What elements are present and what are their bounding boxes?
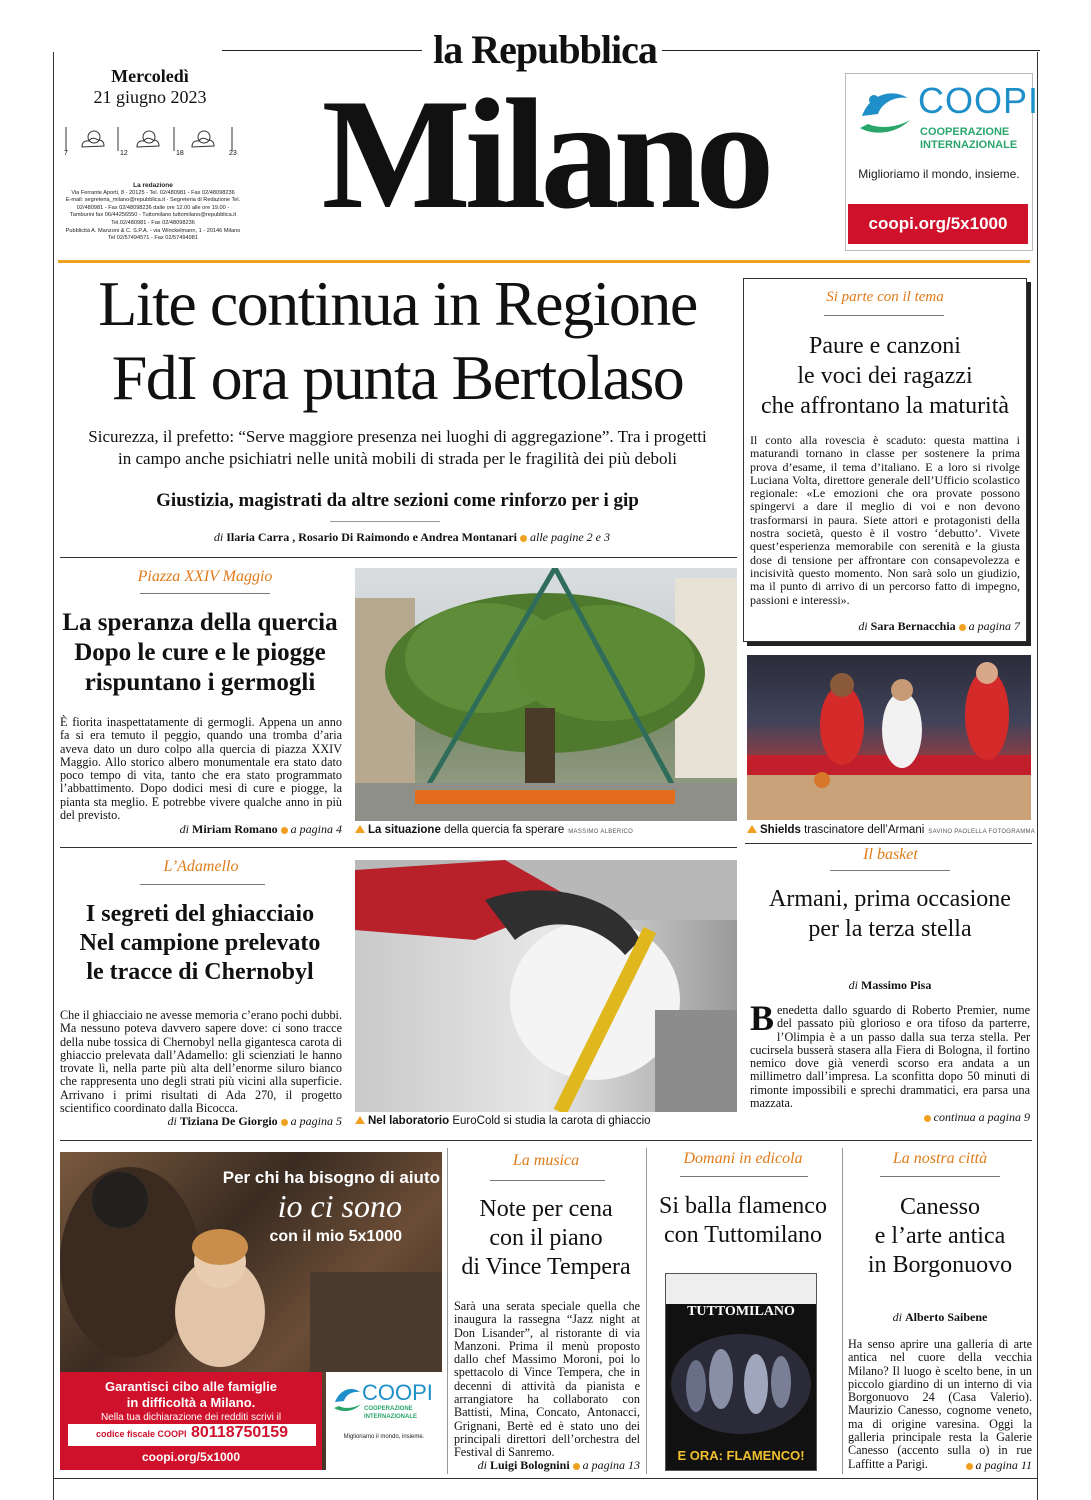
section-divider [745, 843, 1032, 844]
redazione-line: Tamburini fax 06/44256550 - Tuttomilano tuttomilano@repubblica.it [69, 212, 237, 219]
maturita-headline-3: che affrontano la maturità [760, 393, 1010, 419]
caption-triangle-icon [747, 825, 757, 833]
basket-headline-1: Armani, prima occasione [769, 886, 1011, 912]
coopi-line1: COOPERAZIONE [920, 126, 1010, 138]
maturita-page[interactable]: a pagina 7 [968, 619, 1020, 633]
citta-byline [846, 1310, 1034, 1325]
lead-subhead-1: Sicurezza, il prefetto: “Serve maggiore presenza nei luoghi di aggregazione”. Tra i progetti [88, 427, 707, 446]
column-rule [447, 1148, 448, 1474]
caption-triangle-icon [355, 825, 365, 833]
cover-title: TUTTOMILANO [666, 1304, 816, 1320]
basket-photo [747, 655, 1031, 820]
basket-continues-text: continua a pagina 9 [933, 1110, 1030, 1124]
basket-continues[interactable] [750, 1110, 1030, 1125]
orange-rule [58, 260, 1030, 263]
maturita-kicker: Si parte con il tema [826, 289, 944, 305]
ghiacciaio-headline-2: Nel campione prelevato [79, 930, 321, 956]
photo-credit: MASSIMO ALBERICO [568, 829, 634, 835]
ad-cta3: Nella tua dichiarazione dei redditi scrivi il [100, 1412, 282, 1423]
musica-byline [440, 1458, 640, 1473]
maturita-headline-1: Paure e canzoni [809, 333, 961, 359]
redazione-line: Tel 02/57494571 - Fax 02/57494981 [108, 235, 198, 242]
citta-headline-2: e l’arte antica [874, 1223, 1006, 1249]
lead-authors: Ilaria Carra , Rosario Di Raimondo e Andrea Montanari [226, 530, 518, 544]
weather-strip [62, 125, 242, 160]
basket-headline-2: per la terza stella [808, 916, 972, 942]
maturita-box [743, 278, 1027, 642]
weather-icons [62, 125, 242, 160]
citta-headline-3: in Borgonuovo [867, 1252, 1013, 1278]
kicker-underline [140, 884, 265, 885]
ad-code: 80118750159 [191, 1424, 288, 1441]
redazione-box [58, 182, 248, 243]
temp-1: 7 [64, 150, 68, 157]
section-divider [60, 557, 737, 558]
ghiacciaio-byline [60, 1114, 342, 1129]
basket-byline [745, 978, 1035, 993]
ad-logo-line2: INTERNAZIONALE [364, 1414, 417, 1420]
bullet-dot [281, 827, 288, 834]
caption-text: della quercia fa sperare [444, 824, 565, 836]
quercia-caption [355, 824, 745, 836]
quercia-body: È fiorita inaspettatamente di germogli. Appena un anno fa si era temuto il peggio, quando una tromba d’aria aveva dato un duro colpo alla quercia di piazza XXIV Maggio. Allo storico albero monumentale era stato dato poco tempo di vita, tanto che era stato programmato l’abbattimento. Dopo dodici mesi di cure e piogge, la pianta sta meglio. E potrebbe vivere qualche anno in più del previsto. [60, 715, 342, 823]
masthead-rule-right [662, 50, 1040, 51]
redazione-line: 02/480981 - Fax 02/48098236 dalle ore 12.00 alle ore 19.00 - [76, 204, 230, 211]
byline-prefix: di [477, 1458, 487, 1472]
temp-2: 12 [120, 150, 128, 157]
quercia-byline [60, 822, 342, 837]
byline-prefix: di [848, 978, 858, 992]
kicker-underline [680, 1176, 808, 1177]
caption-text: EuroCold si studia la carota di ghiaccio [452, 1115, 651, 1127]
ad-logo-line1: COOPERAZIONE [364, 1406, 413, 1412]
musica-body: Sarà una serata speciale quella che inaugura la rassegna “Jazz night at Don Lisander”, al ristorante di via Manzoni. Prima il menù proposto dallo chef Massimo Moroni, poi lo spettacolo di Vince Tempera, che in decenni di attività da pianista e arrangiatore ha collaborato con Battisti, Mina, Concato, Antonacci, Grignani, Bertè ed è stato uno dei principali direttori dell’orchestra del Festival di Sanremo. [454, 1299, 640, 1460]
quercia-page[interactable]: a pagina 4 [290, 822, 342, 836]
ghiacciaio-kicker: L’Adamello [163, 858, 239, 875]
ghiacciaio-headline-1: I segreti del ghiacciaio [85, 901, 315, 927]
kicker-underline [824, 315, 944, 316]
bullet-dot [966, 1463, 973, 1470]
maturita-byline [750, 619, 1020, 634]
ghiacciaio-page[interactable]: a pagina 5 [290, 1114, 342, 1128]
ghiacciaio-author: Tiziana De Giorgio [179, 1114, 278, 1128]
lead-subhead-3: Giustizia, magistrati da altre sezioni come rinforzo per i gip [156, 490, 639, 511]
edicola-kicker: Domani in edicola [683, 1150, 803, 1167]
ghiacciaio-photo [355, 860, 737, 1112]
quercia-author: Miriam Romano [192, 822, 278, 836]
ad-line2: io ci sono [277, 1188, 402, 1224]
ad-code-row [68, 1424, 316, 1446]
ad-logo-panel [326, 1372, 442, 1470]
redazione-line: Via Ferrante Aporti, 8 - 20125 - Tel. 02/480981 - Fax 02/48098236 [71, 189, 235, 196]
bullet-dot [573, 1463, 580, 1470]
citta-headline-1: Canesso [900, 1194, 980, 1220]
citta-kicker: La nostra città [892, 1150, 988, 1167]
musica-author: Luigi Bolognini [489, 1458, 570, 1472]
tree-illustration [355, 568, 737, 821]
ad-line3: con il mio 5x1000 [269, 1228, 402, 1245]
edicola-headline-1: Si balla flamenco [659, 1193, 827, 1219]
basket-caption [747, 824, 1037, 836]
citta-page: a pagina 11 [975, 1458, 1032, 1472]
coopi-logo-icon [332, 1384, 362, 1414]
date-full: 21 giugno 2023 [93, 87, 207, 107]
ad-logo-tagline: Miglioriamo il mondo, insieme. [343, 1434, 425, 1440]
coopi-bottom-ad[interactable] [60, 1152, 442, 1470]
lead-byline [60, 530, 610, 545]
ad-code-label: codice fiscale COOPI [96, 1429, 187, 1439]
bullet-dot [281, 1119, 288, 1126]
ice-core-illustration [355, 860, 737, 1112]
coopi-tagline: Miglioriamo il mondo, insieme. [858, 167, 1020, 181]
ad-cta2: in difficoltà a Milano. [126, 1395, 256, 1410]
quercia-headline-2: Dopo le cure e le piogge [74, 639, 326, 666]
coopi-brand: COOPI [918, 80, 1040, 121]
caption-bold: Nel laboratorio [368, 1115, 450, 1127]
maturita-body: Il conto alla rovescia è scaduto: questa mattina i maturandi tornano in classe per sostenere la prima prova d’esame, il tema d’italiano. E a loro si rivolge Luciana Volta, direttore generale dell’Ufficio scolastico regionale: «Le emozioni che ora provate possono spingervi a dare il meglio di voi e non devono trasformarsi in paura. Siete attori e protagonisti della nostra società, questo è il vostro ‘debutto’. Vivete quest’esperienza memorabile con serenità e la giusta dose di tensione per affrontare con consapevolezza e incisività questo momento. Non sarà solo un giudizio, ma il punto di arrivo di un percorso fatto di impegno, passioni e interessi». [750, 433, 1020, 607]
section-divider [60, 1140, 1032, 1141]
coopi-top-ad[interactable] [845, 73, 1040, 251]
lead-subhead-2: in campo anche psichiatri nelle unità mobili di strada per le fragilità dei più deboli [118, 449, 677, 468]
caption-triangle-icon [355, 1116, 365, 1124]
musica-headline-1: Note per cena [479, 1196, 613, 1222]
basket-author: Massimo Pisa [861, 978, 932, 992]
quercia-headline-3: rispuntano i germogli [84, 669, 316, 696]
lead-headline-1: Lite continua in Regione [98, 268, 697, 339]
musica-page[interactable]: a pagina 13 [582, 1458, 640, 1472]
byline-prefix: di [892, 1310, 902, 1324]
flamenco-illustration [666, 1324, 816, 1444]
musica-kicker: La musica [512, 1152, 580, 1169]
lead-sub-divider [330, 521, 440, 522]
ghiacciaio-caption [355, 1115, 745, 1127]
citta-page-ref[interactable] [848, 1458, 1032, 1473]
dropcap: B [750, 998, 775, 1038]
ad-line1: Per chi ha bisogno di aiuto [222, 1168, 440, 1187]
bullet-dot [520, 535, 527, 542]
quercia-photo [355, 568, 737, 821]
bullet-dot [959, 624, 966, 631]
maturita-headline-2: le voci dei ragazzi [797, 363, 973, 389]
caption-bold: La situazione [368, 824, 441, 836]
basket-body-text: enedetta dallo sguardo di Roberto Premier, nume del passato più glorioso e ora tifoso da parterre, l’Olimpia è a un passo dalla sua terza stella. Per cucirsela busserà stasera alla Fiera di Bologna, il fortino nemico dove già venerdì scorso era andata a un millimetro dall’impresa. La sconfitta dopo 50 minuti di rimonte impossibili e sprechi drammatici, era parsa una mazzata. [750, 1003, 1030, 1111]
cover-header [666, 1274, 816, 1306]
left-border [53, 52, 54, 1500]
kicker-underline [490, 1180, 605, 1181]
musica-headline-3: di Vince Tempera [461, 1254, 631, 1280]
ad-logo-text: COOPI [362, 1380, 433, 1405]
redazione-line: E-mail: segreteria_milano@repubblica.it - Segreteria di Redazione Tel. [65, 197, 241, 204]
basket-illustration [747, 655, 1031, 820]
temp-3: 18 [176, 150, 184, 157]
maturita-author: Sara Bernacchia [870, 619, 956, 633]
edicola-headline-2: con Tuttomilano [663, 1222, 823, 1248]
redazione-title: La redazione [133, 182, 173, 189]
redazione-line: Tel.02/480981 - Fax 02/48098236 [111, 219, 195, 226]
temp-4: 23 [229, 150, 237, 157]
lead-pages[interactable]: alle pagine 2 e 3 [530, 530, 610, 544]
ghiacciaio-body: Che il ghiacciaio ne avesse memoria c’erano pochi dubbi. Ma nessuno poteva davvero sapere dove: ci sono tracce della nube tossica di Chernobyl nella gigantesca carota di ghiaccio prelevata dall’Adamello: gli scienziati le hanno trovate lì, nella parte più alta dell’enorme siluro bianco che rappresenta uno degli strati più vicini alla superficie. Arrivano i primi risultati di Ada 270, il progetto scientifico coordinato dalla Bicocca. [60, 1008, 342, 1116]
citta-author: Alberto Saibene [905, 1310, 988, 1324]
citta-body: Ha senso aprire una galleria di arte antica nel cuore della vecchia Milano? Il luogo è scelto bene, in un piccolo giardino di un interno di via Borgonuovo 24 (Casa Valerio). Maurizio Canesso, cognome veneto, ma di origine varesina. Oggi la galleria principale resta la Galerie Canesso (accento sulla o) in rue Laffitte a Parigi. [848, 1337, 1032, 1471]
quercia-kicker: Piazza XXIV Maggio [137, 568, 273, 585]
bottom-rule [53, 1478, 1038, 1479]
caption-text: trascinatore dell’Armani [804, 824, 925, 836]
ad-url[interactable]: coopi.org/5x1000 [141, 1450, 241, 1464]
right-border [1037, 52, 1038, 1500]
coopi-url[interactable]: coopi.org/5x1000 [848, 204, 1028, 244]
kicker-underline [880, 1176, 1000, 1177]
bullet-dot [924, 1115, 931, 1122]
kicker-underline [830, 870, 950, 871]
basket-body [750, 998, 1030, 1111]
section-divider [60, 847, 737, 848]
column-rule [646, 1148, 647, 1474]
brand-title: la Repubblica [433, 27, 657, 72]
byline-prefix: di [179, 822, 189, 836]
edition-title: Milano [321, 67, 769, 242]
date-day: Mercoledì [111, 66, 189, 86]
column-rule [842, 1148, 843, 1474]
musica-headline-2: con il piano [489, 1225, 603, 1251]
quercia-headline-1: La speranza della quercia [62, 609, 338, 636]
coopi-logo-icon [856, 84, 914, 140]
redazione-line: Pubblicità A. Manzoni & C. S.P.A. - via Winckelmann, 1 - 20146 Milano [65, 227, 241, 234]
tuttomilano-cover[interactable] [665, 1273, 817, 1471]
byline-prefix: di [213, 530, 224, 544]
caption-bold: Shields [760, 824, 801, 836]
byline-prefix: di [167, 1114, 177, 1128]
masthead-rule-left [222, 50, 422, 51]
byline-prefix: di [858, 619, 868, 633]
ad-cta1: Garantisci cibo alle famiglie [105, 1379, 277, 1394]
basket-kicker: Il basket [863, 846, 918, 863]
cover-headline: E ORA: FLAMENCO! [677, 1448, 805, 1463]
kicker-underline [140, 593, 270, 594]
photo-credit: SAVINO PAOLELLA FOTOGRAMMA [928, 829, 1036, 835]
ghiacciaio-headline-3: le tracce di Chernobyl [86, 959, 314, 985]
lead-headline-2: FdI ora punta Bertolaso [111, 342, 684, 413]
coopi-line2: INTERNAZIONALE [920, 139, 1018, 151]
